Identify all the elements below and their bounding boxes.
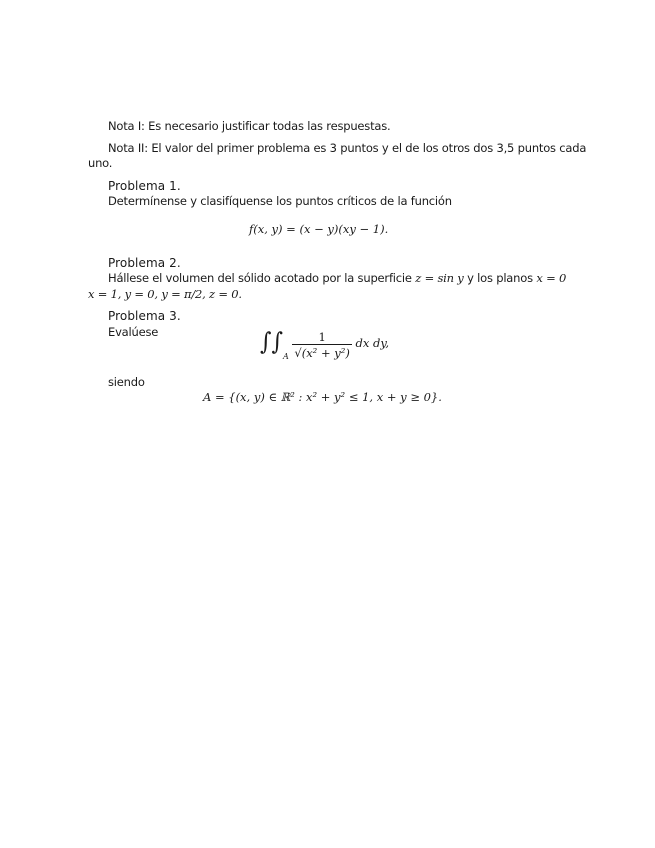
problem-2-plane-1: x = 0 [536,271,567,285]
problem-2-statement-line-2: x = 1, y = 0, y = π/2, z = 0. [88,287,242,301]
problem-1-statement: Determínense y clasifíquense los puntos críticos de la función [108,194,452,208]
problem-3-title: Problema 3. [108,309,181,323]
region-definition: A = {(x, y) ∈ ℝ² : x² + y² ≤ 1, x + y ≥ 0}. [203,390,442,404]
problem-3-statement: Evalúese [108,325,159,339]
note-2-line-2: uno. [88,156,113,170]
problem-3-integral [260,328,389,368]
note-1: Nota I: Es necesario justificar todas las respuestas. [108,119,391,133]
problem-2-text-b: y los planos [467,271,533,285]
problem-1-formula: f(x, y) = (x − y)(xy − 1). [249,222,389,236]
problem-2-text-a: Hállese el volumen del sólido acotado por la superficie [108,271,412,285]
siendo-label: siendo [108,375,145,389]
note-2-line-1: Nota II: El valor del primer problema es 3 puntos y el de los otros dos 3,5 puntos cada [108,141,587,155]
integrand-numerator: 1 [318,330,326,344]
integral-differential: dx dy, [355,336,389,350]
double-integral-sign: ∫∫ [260,328,283,357]
problem-2-title: Problema 2. [108,256,181,270]
problem-2-statement-line-1 [108,271,566,285]
problem-2-surface: z = sin y [415,271,464,285]
problem-1-title: Problema 1. [108,179,181,193]
integral-region: A [282,352,289,362]
integrand-fraction [292,330,351,360]
integrand-denominator: √(x² + y²) [294,346,350,360]
